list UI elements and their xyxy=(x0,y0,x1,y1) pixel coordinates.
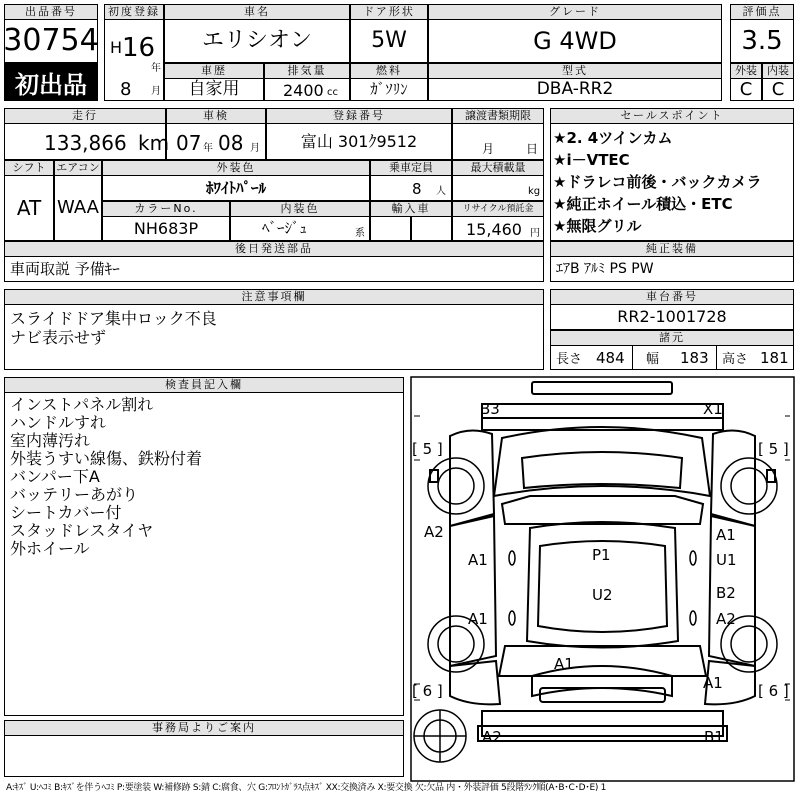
inspector-line: 室内薄汚れ xyxy=(10,431,91,450)
dims-sep-2 xyxy=(716,345,717,370)
transfer-day: 日 xyxy=(526,142,539,156)
mark-u2: U2 xyxy=(592,586,613,604)
mark-p1: P1 xyxy=(592,546,611,564)
inspector-line: インストパネル割れ xyxy=(10,395,154,414)
mark-b3: B3 xyxy=(480,400,500,418)
ac: WAA xyxy=(54,175,102,241)
int-color-label: 内装色 xyxy=(230,201,370,217)
inspector-line: シートカバー付 xyxy=(10,503,122,522)
displacement-label: 排気量 xyxy=(264,63,350,79)
load-label: 最大積載量 xyxy=(452,160,544,176)
int-grade: C xyxy=(762,78,794,101)
sales-point: ★ドラレコ前後・バックカメラ xyxy=(553,173,762,191)
ac-label: エアコン xyxy=(54,160,102,176)
ext-color-label: 外装色 xyxy=(102,160,370,176)
import-label: 輸入車 xyxy=(370,201,452,217)
height: 181 xyxy=(760,349,789,367)
history: 自家用 xyxy=(164,78,264,101)
mark-6-right: [ 6 ] xyxy=(758,682,789,700)
mark-a2-rear: A2 xyxy=(482,728,502,746)
int-color: ﾍﾞｰｼﾞｭ xyxy=(262,219,308,237)
height-label: 高さ xyxy=(722,352,749,367)
recycle-unit: 円 xyxy=(530,228,540,239)
era: H xyxy=(110,38,123,57)
sales-point: ★2. 4ツインカム xyxy=(553,129,673,147)
dims-label: 諸元 xyxy=(550,330,794,346)
mark-a2-left: A2 xyxy=(424,523,444,541)
office-label: 事務局よりご案内 xyxy=(4,720,404,736)
inspector-line: バッテリーあがり xyxy=(10,485,139,504)
car-name: エリシオン xyxy=(164,19,350,63)
mark-b1: B1 xyxy=(704,728,724,746)
mark-x1: X1 xyxy=(703,400,723,418)
notes-label: 注意事項欄 xyxy=(4,289,544,305)
inspector-line: ハンドルすれ xyxy=(10,413,107,432)
int-grade-label: 内装 xyxy=(762,63,794,79)
grade-label: グレード xyxy=(428,4,722,20)
recycle: 15,460 xyxy=(466,220,522,239)
legend-footer: A:ｷｽﾞ U:ﾍｺﾐ B:ｷｽﾞを伴うﾍｺﾐ P:要塗装 W:補修跡 S:錆 C:腐食、穴 G:ﾌﾛﾝﾄｶﾞﾗｽ点ｷｽﾞ XX:交換済み X:要交換 欠:欠品 内・外装評価 5段階ﾗﾝｸ順(A･B･C･D･E) 1 xyxy=(6,783,607,793)
int-color-suffix: 系 xyxy=(355,228,365,239)
mark-5-right: [ 5 ] xyxy=(758,440,789,458)
reg-no-label: 登録番号 xyxy=(266,108,452,124)
width: 183 xyxy=(680,349,709,367)
chassis-no: RR2-1001728 xyxy=(550,304,794,330)
shift-label: シフト xyxy=(4,160,54,176)
mileage-label: 走行 xyxy=(4,108,166,124)
door-type: 5W xyxy=(350,19,428,63)
lot-no: 30754 xyxy=(4,19,98,63)
capacity: 8 xyxy=(412,180,422,198)
reg-year: 16 xyxy=(122,33,156,63)
color-no-label: カラーNo. xyxy=(102,201,230,217)
insp-month: 08 xyxy=(218,131,244,155)
first-reg-label: 初度登録 xyxy=(104,4,164,20)
parts-label: 後日発送部品 xyxy=(4,241,544,257)
lot-no-label: 出品番号 xyxy=(4,4,98,20)
first-listing-badge: 初出品 xyxy=(4,63,98,101)
transfer-label: 譲渡書類期限 xyxy=(452,108,544,124)
sales-points-label: セールスポイント xyxy=(550,108,794,124)
history-label: 車歴 xyxy=(164,63,264,79)
sales-point: ★純正ホイール積込・ETC xyxy=(553,195,733,213)
length: 484 xyxy=(596,349,625,367)
recycle-label: リサイクル預託金 xyxy=(452,201,544,217)
ext-grade: C xyxy=(730,78,762,101)
mark-a1-rear-glass: A1 xyxy=(554,655,574,673)
import-box-2 xyxy=(411,216,452,241)
length-label: 長さ xyxy=(556,352,583,367)
damage-diagram xyxy=(410,376,795,782)
score-label: 評価点 xyxy=(730,4,794,20)
chassis-label: 車台番号 xyxy=(550,289,794,305)
width-label: 幅 xyxy=(646,352,660,367)
model-label: 型式 xyxy=(428,63,722,79)
displacement: 2400 xyxy=(283,81,324,100)
model: DBA-RR2 xyxy=(428,78,722,101)
fuel-label: 燃料 xyxy=(350,63,428,79)
inspector-line: 外装うすい線傷、鉄粉付着 xyxy=(10,449,203,468)
inspector-label: 検査員記入欄 xyxy=(4,377,404,393)
month-unit: 月 xyxy=(151,86,161,97)
grade: G 4WD xyxy=(428,19,722,63)
car-outline xyxy=(410,376,795,782)
inspector-line: スタッドレスタイヤ xyxy=(10,521,154,540)
capacity-unit: 人 xyxy=(436,186,446,197)
mark-a1-right-corner: A1 xyxy=(703,674,723,692)
color-no: NH683P xyxy=(102,216,230,241)
car-name-label: 車名 xyxy=(164,4,350,20)
mark-b2: B2 xyxy=(716,584,736,602)
fuel: ｶﾞｿﾘﾝ xyxy=(350,78,428,101)
km-unit: km xyxy=(138,131,170,155)
reg-month: 8 xyxy=(120,79,132,100)
insp-month-unit: 月 xyxy=(250,143,260,154)
score: 3.5 xyxy=(730,19,794,63)
mark-5-left: [ 5 ] xyxy=(412,440,443,458)
mark-u1: U1 xyxy=(716,551,737,569)
cc-unit: cc xyxy=(327,87,338,98)
equipment-label: 純正装備 xyxy=(550,241,794,257)
mileage: 133,866 xyxy=(44,131,127,155)
load-unit: kg xyxy=(528,186,541,197)
insp-year-unit: 年 xyxy=(203,143,213,154)
year-unit: 年 xyxy=(151,63,161,74)
import-box xyxy=(370,216,411,241)
dims-box xyxy=(550,345,794,370)
mark-a2-right-rear: A2 xyxy=(716,610,736,628)
inspection-label: 車検 xyxy=(166,108,266,124)
mark-a1-right-front: A1 xyxy=(716,526,736,544)
sales-point: ★無限グリル xyxy=(553,217,642,235)
parts-text: 車両取説 予備ｷｰ xyxy=(10,260,120,278)
inspector-line: 外ホイール xyxy=(10,539,90,558)
capacity-label: 乗車定員 xyxy=(370,160,452,176)
inspector-line: バンパー下A xyxy=(10,467,100,486)
notes-line: スライドドア集中ロック不良 xyxy=(10,309,217,328)
mark-a1-left-rear: A1 xyxy=(468,610,488,628)
insp-year: 07 xyxy=(176,131,202,155)
door-label: ドア形状 xyxy=(350,4,428,20)
mark-6-left: [ 6 ] xyxy=(412,682,443,700)
office-box xyxy=(4,735,404,777)
notes-line: ナビ表示せず xyxy=(10,328,107,347)
sales-point: ★i－VTEC xyxy=(553,151,630,169)
reg-no: 富山 301ｸ9512 xyxy=(266,123,452,160)
dims-sep-1 xyxy=(632,345,633,370)
shift: AT xyxy=(4,175,54,241)
mark-a1-left-front: A1 xyxy=(468,551,488,569)
transfer-month: 月 xyxy=(482,142,495,156)
equipment-text: ｴｱB ｱﾙﾐ PS PW xyxy=(556,261,654,277)
ext-color: ﾎﾜｲﾄﾊﾟｰﾙ xyxy=(102,175,370,201)
ext-grade-label: 外装 xyxy=(730,63,762,79)
